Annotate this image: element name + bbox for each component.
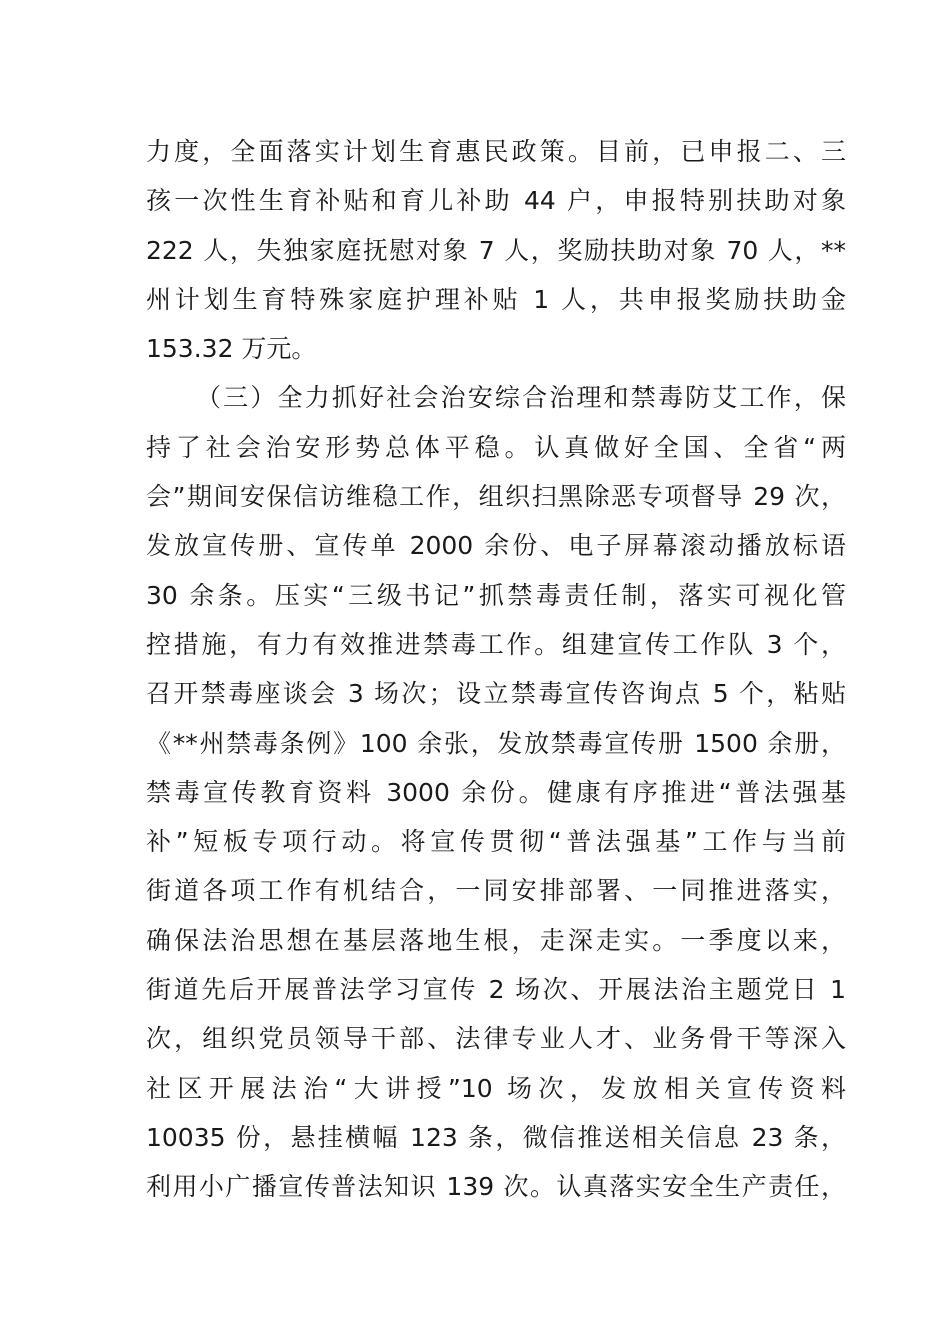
text-line: 社区开展法治“大讲授”10 场次，发放相关宣传资料	[146, 1073, 846, 1103]
text-line: 《**州禁毒条例》100 余张，发放禁毒宣传册 1500 余册，	[146, 728, 846, 758]
text-line: 确保法治思想在基层落地生根，走深走实。一季度以来，	[146, 925, 846, 955]
paragraph-heading-line: （三）全力抓好社会治安综合治理和禁毒防艾工作，保	[196, 383, 846, 413]
text-line: 街道各项工作有机结合，一同安排部署、一同推进落实，	[146, 876, 846, 906]
text-line: 会”期间安保信访维稳工作，组织扫黑除恶专项督导 29 次，	[146, 482, 846, 512]
paragraph-end-line: 153.32 万元。	[146, 334, 317, 364]
text-line: 次，组织党员领导干部、法律专业人才、业务骨干等深入	[146, 1024, 846, 1054]
text-line: 召开禁毒座谈会 3 场次；设立禁毒宣传咨询点 5 个，粘贴	[146, 679, 846, 709]
text-line: 10035 份，悬挂横幅 123 条，微信推送相关信息 23 条，	[146, 1122, 846, 1152]
text-line: 补”短板专项行动。将宣传贯彻“普法强基”工作与当前	[146, 827, 846, 857]
text-line: 孩一次性生育补贴和育儿补助 44 户，申报特别扶助对象	[146, 186, 846, 216]
text-line: 控措施，有力有效推进禁毒工作。组建宣传工作队 3 个，	[146, 629, 846, 659]
body-text	[146, 127, 846, 1212]
text-line: 街道先后开展普法学习宣传 2 场次、开展法治主题党日 1	[146, 975, 846, 1005]
text-line: 持了社会治安形势总体平稳。认真做好全国、全省“两	[146, 432, 846, 462]
text-line: 30 余条。压实“三级书记”抓禁毒责任制，落实可视化管	[146, 580, 846, 610]
text-line: 禁毒宣传教育资料 3000 余份。健康有序推进“普法强基	[146, 777, 846, 807]
text-line: 利用小广播宣传普法知识 139 次。认真落实安全生产责任，	[146, 1172, 846, 1202]
text-line: 发放宣传册、宣传单 2000 余份、电子屏幕滚动播放标语	[146, 531, 846, 561]
text-line: 222 人，失独家庭抚慰对象 7 人，奖励扶助对象 70 人，**	[146, 235, 846, 265]
text-line: 州计划生育特殊家庭护理补贴 1 人，共申报奖励扶助金	[146, 284, 846, 314]
text-line: 力度，全面落实计划生育惠民政策。目前，已申报二、三	[146, 137, 846, 166]
